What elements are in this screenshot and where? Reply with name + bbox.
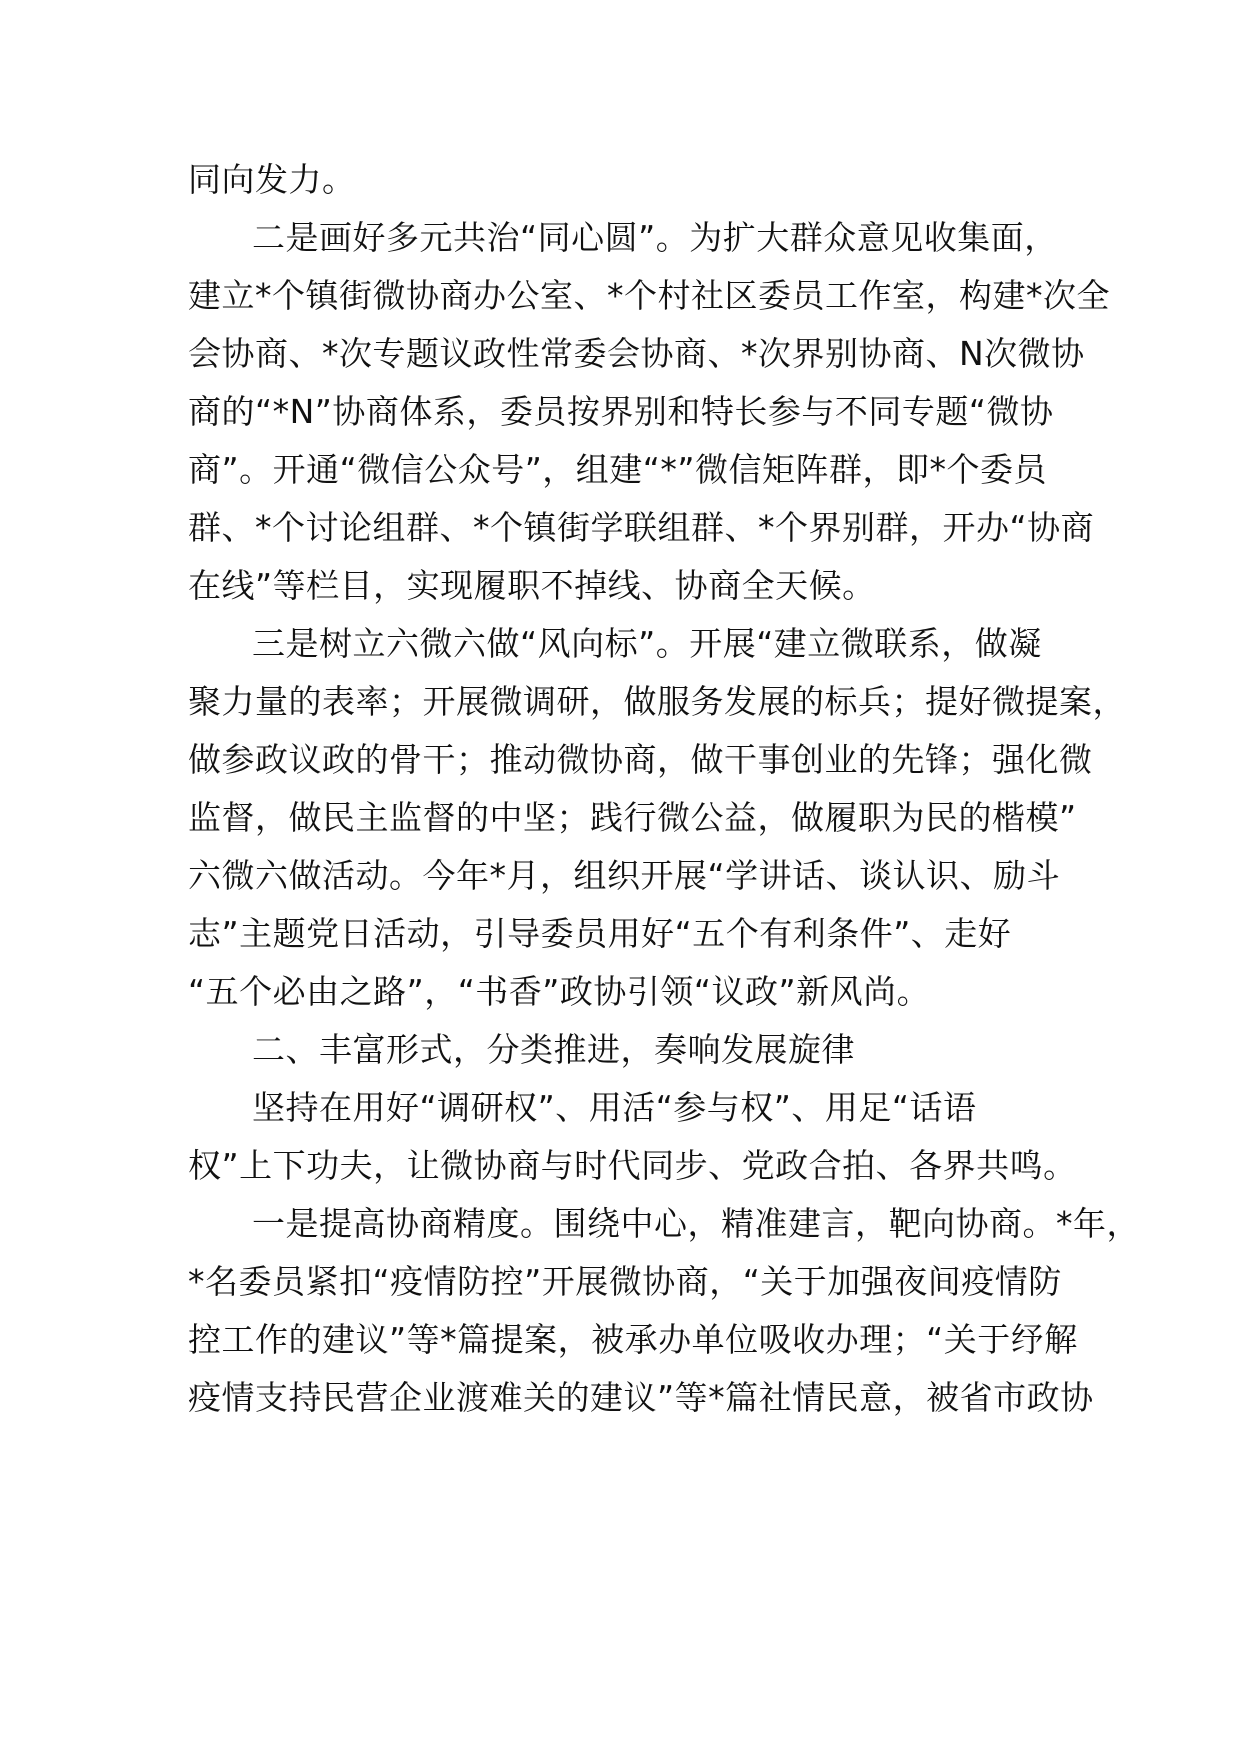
text-line: 志”主题党日活动，引导委员用好“五个有利条件”、走好 (188, 914, 1012, 953)
text-line: 聚力量的表率；开展微调研，做服务发展的标兵；提好微提案， (188, 682, 1126, 721)
text-line: 商的“*N”协商体系，委员按界别和特长参与不同专题“微协 (188, 392, 1054, 431)
text-line: “五个必由之路”，“书香”政协引领“议政”新风尚。 (188, 972, 931, 1011)
section-heading: 二、丰富形式，分类推进，奏响发展旋律 (252, 1030, 855, 1069)
text-line: 三是树立六微六做“风向标”。开展“建立微联系，做凝 (252, 624, 1042, 663)
text-line: 在线”等栏目，实现履职不掉线、协商全天候。 (188, 566, 876, 605)
text-line: 疫情支持民营企业渡难关的建议”等*篇社情民意，被省市政协 (188, 1378, 1094, 1417)
text-line: 权”上下功夫，让微协商与时代同步、党政合拍、各界共鸣。 (188, 1146, 1077, 1185)
text-line: *名委员紧扣“疫情防控”开展微协商，“关于加强夜间疫情防 (188, 1262, 1062, 1301)
text-line: 同向发力。 (188, 160, 356, 199)
text-line: 一是提高协商精度。围绕中心，精准建言，靶向协商。*年， (252, 1204, 1140, 1243)
text-line: 群、*个讨论组群、*个镇街学联组群、*个界别群，开办“协商 (188, 508, 1095, 547)
text-line: 坚持在用好“调研权”、用活“参与权”、用足“话语 (252, 1088, 977, 1127)
text-line: 六微六做活动。今年*月，组织开展“学讲话、谈认识、励斗 (188, 856, 1061, 895)
text-line: 二是画好多元共治“同心圆”。为扩大群众意见收集面， (252, 218, 1058, 257)
text-line: 商”。开通“微信公众号”，组建“*”微信矩阵群，即*个委员 (188, 450, 1047, 489)
text-line: 会协商、*次专题议政性常委会协商、*次界别协商、N次微协 (188, 334, 1085, 373)
text-line: 做参政议政的骨干；推动微协商，做干事创业的先锋；强化微 (188, 740, 1093, 779)
text-line: 建立*个镇街微协商办公室、*个村社区委员工作室，构建*次全 (188, 276, 1110, 315)
text-line: 控工作的建议”等*篇提案，被承办单位吸收办理；“关于纾解 (188, 1320, 1078, 1359)
text-line: 监督，做民主监督的中坚；践行微公益，做履职为民的楷模” (188, 798, 1077, 837)
